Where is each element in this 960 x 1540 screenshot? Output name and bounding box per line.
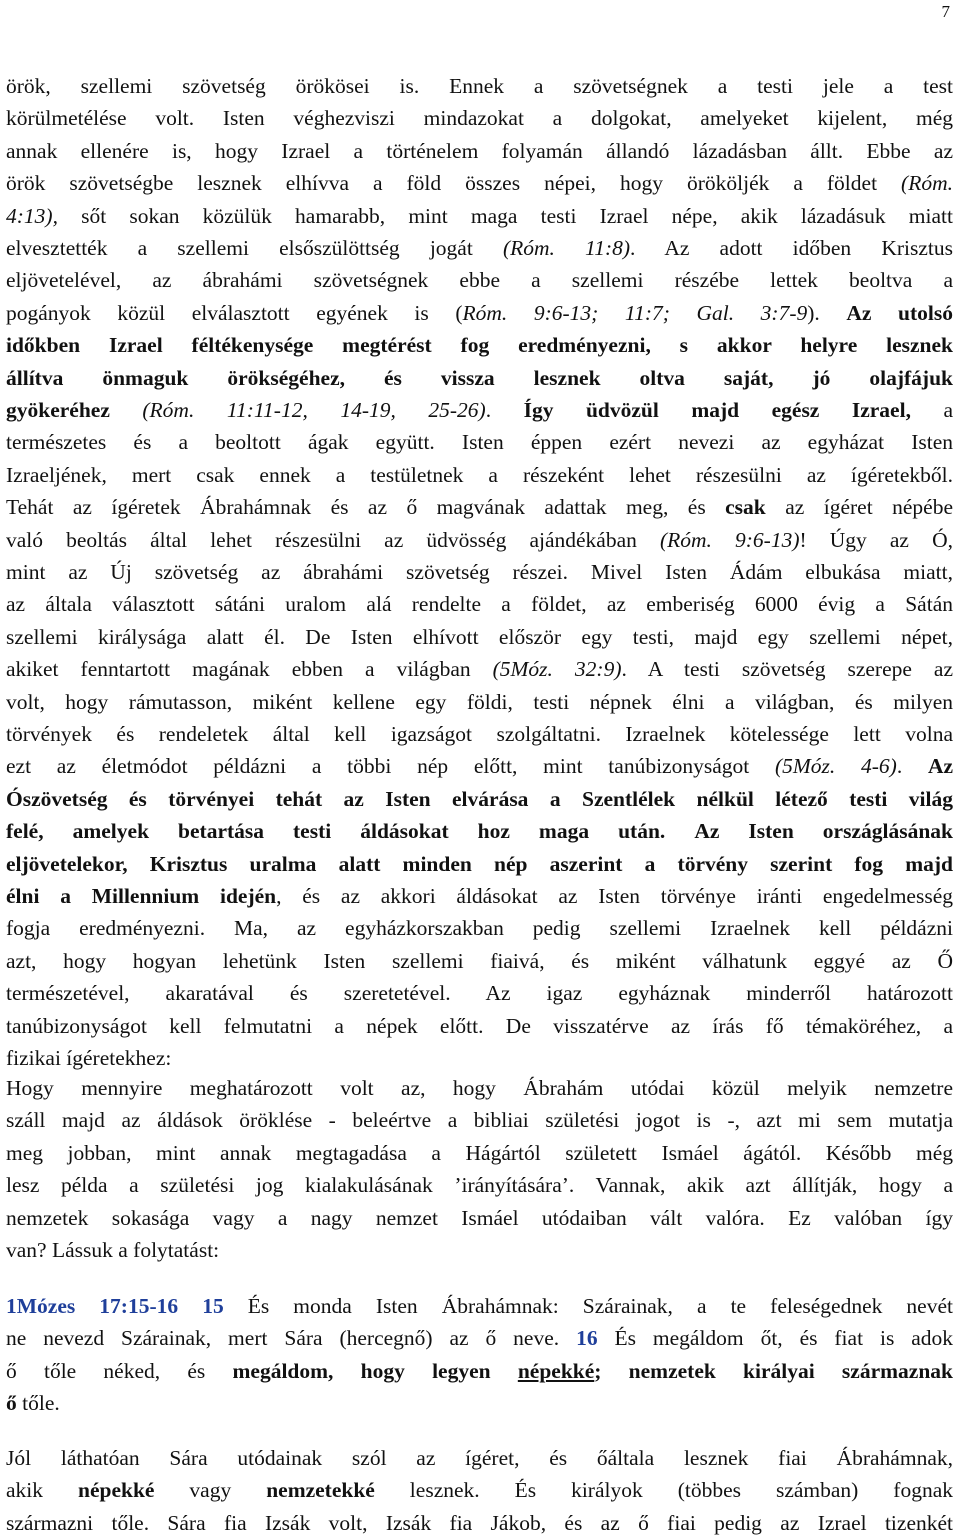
text-run: népekké [517,1358,595,1383]
text-run: Az utolsó [846,300,953,325]
text-run: Jól láthatóan Sára utódainak szól az ígéret, és őáltala lesznek fiai Ábrahámnak, [6,1446,953,1470]
text-line [6,1442,953,1474]
text-run: csak [725,495,766,520]
text-run: volt, hogy rámutasson, miként kellene egy földi, testi népnek élni a világban, és milyen [6,689,953,714]
text-line [6,426,953,458]
text-run: azt, hogy hogyan lehetünk Isten szellemi fiaivá, és miként válhatunk eggyé az Ő [6,948,953,973]
text-run: az általa választott sátáni uralom alá rendelte a földet, az emberiség 6000 évig a Sátán [6,592,953,617]
text-line [6,1169,953,1201]
text-line [6,880,953,912]
text-run: törvények és rendeletek által kell igazságot szolgáltatni. Izraelnek kötelessége lett volna [6,722,953,746]
text-run: (Róm. 11:11-12, 14-19, 25-26) [142,398,486,422]
text-run: természetes és a beoltott ágak együtt. Isten éppen ezért nevezi az egyházat Isten [6,430,953,455]
text-line [6,977,953,1009]
page-number: 7 [941,2,950,21]
text-run: akik [6,1478,78,1503]
text-line [6,232,953,264]
text-run: eljövetelével, az ábrahámi szövetségnek ebbe a szellemi részébe lettek beoltva a [6,268,953,293]
text-run: népekké [77,1478,155,1503]
text-run: gyökeréhez [6,398,110,422]
text-run: . [485,398,524,422]
scripture-reference: 1Mózes 17:15-16 [6,1294,179,1318]
text-run: ! Úgy az Ó, [799,527,953,552]
text-run: (5Móz. 32:9) [492,657,622,682]
text-run: lesznek. És királyok (többes számban) fognak [374,1478,953,1503]
text-run: (Róm. 9:6-13) [659,527,800,552]
text-line [6,1355,953,1387]
text-run: pogányok közül elválasztott egyének is ( [6,300,463,325]
text-line [6,750,953,782]
text-run: ne nevezd Szárainak, mert Sára (hercegnő) az ő neve. [6,1326,577,1351]
text-line [6,200,953,232]
text-run: örök, szellemi szövetség örökösei is. Ennek a szövetségnek a testi jele a test [6,74,953,98]
text-line [6,1042,953,1074]
text-run: , és az akkori áldásokat az Isten törvénye iránti engedelmesség [276,884,953,908]
text-run: Így üdvözül majd egész Izrael, [523,398,911,422]
text-run: ). [807,300,847,325]
text-run: felé, amelyek betartása testi áldásokat hoz maga után. [6,819,666,844]
text-run: való beoltás által lehet részesülni az üdvösség ajándékában [6,527,660,552]
text-run: lesz példa a születési jog kialakulásának ’irányítására’. Vannak, akik azt állítják, hogy a [6,1173,953,1198]
text-run: tanúbizonyságot kell felmutatni a népek előtt. De visszatérve az írás fő témaköréhez, a [6,1013,953,1038]
text-run: ; nemzetek királyai származnak [594,1358,953,1383]
text-run: száll majd az áldások öröklése - beleértve a bibliai születési jogot is -, azt mi sem mutatja [6,1108,953,1133]
text-run: (5Móz. 4-6) [774,754,897,779]
text-line [6,1202,953,1234]
text-run: 4:13), [6,203,58,228]
text-run: És megáldom őt, és fiat is adok [597,1326,953,1351]
text-line [6,394,953,426]
text-run: Hogy mennyire meghatározott volt az, hogy Ábrahám utódai közül melyik nemzetre [6,1076,953,1100]
text-run: élni a Millennium idején [6,884,277,908]
text-line [6,1010,953,1042]
text-run: nemzetekké [266,1478,375,1503]
text-line [6,1507,953,1539]
text-run: ő [6,1391,17,1416]
text-line [6,1234,953,1266]
text-run [178,1294,202,1318]
text-run [110,398,143,422]
text-run: tőle. [16,1391,60,1416]
text-line [6,135,953,167]
text-line [6,491,953,523]
text-run: állítva önmaguk örökségéhez, és vissza lesznek oltva saját, jó olajfájuk [6,365,953,390]
text-run: szellemi királysága alatt él. De Isten elhívott először egy testi, majd egy szellemi népet, [6,624,953,649]
text-run: van? Lássuk a folytatást: [6,1238,220,1262]
text-run: Izraeljének, mert csak ennek a testületnek a részeként lehet részesülni az ígéretekből. [6,462,953,487]
text-run: ő tőle néked, és [6,1358,233,1383]
text-run: (Róm. 11:8) [502,236,631,260]
text-run: akiket fenntartott magának ebben a világban [6,657,493,682]
text-run [665,819,694,843]
text-line [6,1322,953,1354]
text-run: meg jobban, mint annak megtagadása a Hágártól született Ismáel ágától. Később még [6,1140,953,1165]
text-run: Az [927,754,953,779]
text-line [6,459,953,491]
text-line [6,588,953,620]
text-run: vagy [154,1478,267,1503]
text-line [6,1474,953,1506]
text-line [6,1072,953,1104]
verse-number: 16 [576,1326,598,1351]
text-run: az ígéret népébe [765,495,953,520]
text-run: . [896,754,928,779]
text-line [6,1137,953,1169]
text-run: (Róm. [901,171,953,196]
text-line [6,653,953,685]
text-run: örök szövetségbe lesznek elhívva a föld összes népei, hogy örököljék a földet [6,171,902,196]
text-line [6,783,953,815]
text-run: természetével, akaratával és szeretetével. Az igaz egyháznak minderről határozott [6,981,953,1006]
text-run: a [910,398,953,422]
text-run: És monda Isten Ábrahámnak: Szárainak, a te feleségednek nevét [223,1294,953,1318]
text-line [6,718,953,750]
text-run: mint az Új szövetség az ábrahámi szövetség részei. Mivel Isten Ádám elbukása miatt, [6,560,953,584]
text-line [6,362,953,394]
text-line [6,264,953,296]
text-run: időkben Izrael féltékenysége megtérést fog eredményezni, s akkor helyre lesznek [6,333,953,358]
text-line [6,945,953,977]
text-run: ezt az életmódot példázni a többi nép előtt, mint tanúbizonyságot [6,754,775,779]
text-line [6,1290,953,1322]
text-run: Tehát az ígéretek Ábrahámnak és az ő magvának adattak meg, és [6,495,726,520]
text-line [6,1387,953,1419]
text-line [6,912,953,944]
text-run: Róm. 9:6-13; 11:7; Gal. 3:7-9 [462,300,808,325]
text-line [6,686,953,718]
text-run: körülmetélése volt. Isten véghezviszi mindazokat a dolgokat, amelyeket kijelent, még [6,106,953,131]
text-line [6,815,953,847]
text-run: eljövetelekor, Krisztus uralma alatt minden nép aszerint a törvény szerint fog majd [6,851,953,876]
text-run: sőt sokan közülük hamarabb, mint maga testi Izrael népe, akik lázadásuk miatt [57,203,953,228]
text-line [6,297,953,329]
text-run: elvesztették a szellemi elsőszülöttség jogát [6,236,503,260]
verse-number: 15 [202,1294,224,1318]
text-run: fizikai ígéretekhez: [6,1046,172,1070]
text-run: megáldom, hogy legyen [232,1358,518,1383]
text-line [6,621,953,653]
text-run: Az Isten országlásának [694,819,953,844]
text-line [6,524,953,556]
text-line [6,167,953,199]
text-run: Ószövetség és törvényei tehát az Isten elvárása a Szentlélek nélkül létező testi világ [6,786,953,811]
text-line [6,329,953,361]
text-run: . Az adott időben Krisztus [630,236,953,260]
text-run: származni tőle. Sára fia Izsák volt, Izsák fia Jákob, és az ő fiai pedig az Izrael tizenkét [6,1510,953,1535]
text-line [6,848,953,880]
text-run: . A testi szövetség szerepe az [621,657,953,682]
text-line [6,70,953,102]
text-run: fogja eredményezni. Ma, az egyházkorszakban pedig szellemi Izraelnek kell példázni [6,916,953,941]
text-line [6,1104,953,1136]
text-line [6,102,953,134]
text-run: nemzetek sokasága vagy a nagy nemzet Ismáel utódaiban vált valóra. Ez valóban így [6,1205,953,1230]
text-run: annak ellenére is, hogy Izrael a történelem folyamán állandó lázadásban állt. Ebbe az [6,138,953,163]
text-line [6,556,953,588]
